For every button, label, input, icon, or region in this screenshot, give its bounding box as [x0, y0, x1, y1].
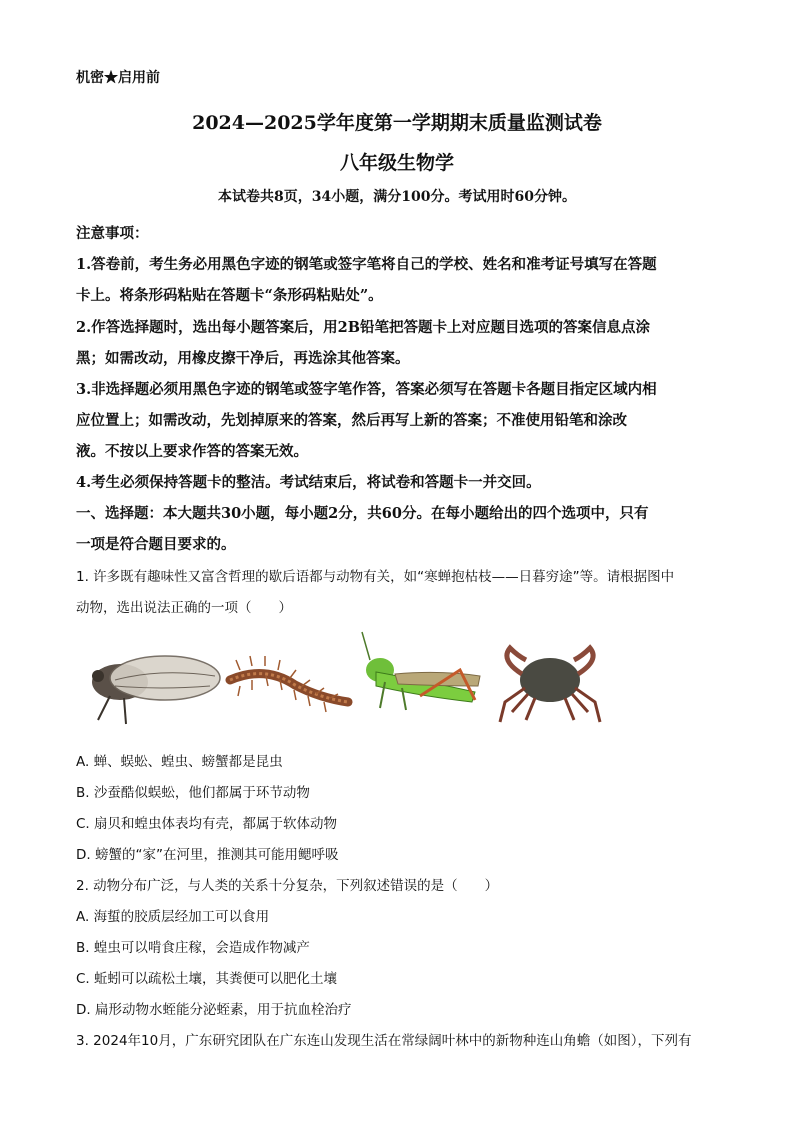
notice-line: 4.考生必须保持答题卡的整洁。考试结束后，将试卷和答题卡一并交回。: [76, 474, 541, 491]
exam-title: 2024—2025学年度第一学期期末质量监测试卷: [192, 112, 602, 134]
section-heading-cont: 一项是符合题目要求的。: [76, 536, 236, 553]
notice-heading: 注意事项：: [76, 225, 149, 242]
grasshopper-image: [362, 632, 480, 710]
notice-line: 黑；如需改动，用橡皮擦干净后，再选涂其他答案。: [76, 350, 410, 367]
question-1-option-c: C. 扇贝和蝗虫体表均有壳，都属于软体动物: [76, 816, 338, 832]
question-2-option-d: D. 扁形动物水蛭能分泌蛭素，用于抗血栓治疗: [76, 1002, 352, 1018]
notice-line: 3.非选择题必须用黑色字迹的钢笔或签字笔作答，答案必须写在答题卡各题目指定区域内相: [76, 381, 657, 398]
notice-line: 2.作答选择题时，选出每小题答案后，用2B铅笔把答题卡上对应题目选项的答案信息点涂: [76, 319, 650, 336]
crab-image: [500, 648, 600, 722]
notice-line: 应位置上；如需改动，先划掉原来的答案，然后再写上新的答案；不准使用铅笔和涂改: [76, 412, 627, 429]
exam-info: 本试卷共8页，34小题，满分100分。考试用时60分钟。: [218, 189, 576, 205]
question-1-option-b: B. 沙蚕酷似蜈蚣，他们都属于环节动物: [76, 785, 310, 801]
notice-line: 1.答卷前，考生务必用黑色字迹的钢笔或签字笔将自己的学校、姓名和准考证号填写在答题: [76, 256, 657, 273]
question-1-option-d: D. 螃蟹的“家”在河里，推测其可能用鳃呼吸: [76, 847, 339, 863]
centipede-image: [230, 656, 348, 712]
question-2-option-b: B. 蝗虫可以啃食庄稼，会造成作物减产: [76, 940, 310, 956]
question-1-option-a: A. 蝉、蜈蚣、蝗虫、螃蟹都是昆虫: [76, 754, 283, 770]
confidential-label: 机密★启用前: [76, 70, 160, 86]
question-2-option-c: C. 蚯蚓可以疏松土壤，其粪便可以肥化土壤: [76, 971, 338, 987]
question-2-stem: 2. 动物分布广泛，与人类的关系十分复杂，下列叙述错误的是（ ）: [76, 878, 499, 894]
question-3-stem: 3. 2024年10月，广东研究团队在广东连山发现生活在常绿阔叶林中的新物种连山角蟾（如图），下列有: [76, 1033, 692, 1049]
cicada-image: [92, 656, 220, 724]
section-heading: 一、选择题：本大题共30小题，每小题2分，共60分。在每小题给出的四个选项中，只有: [76, 505, 649, 522]
question-1-stem-cont: 动物，选出说法正确的一项（ ）: [76, 600, 292, 616]
notice-line: 卡上。将条形码粘贴在答题卡“条形码粘贴处”。: [76, 287, 383, 304]
notice-line: 液。不按以上要求作答的答案无效。: [76, 443, 308, 460]
exam-subtitle: 八年级生物学: [339, 152, 454, 174]
animal-images: [80, 630, 620, 730]
question-1-stem: 1. 许多既有趣味性又富含哲理的歇后语都与动物有关，如“寒蝉抱枯枝——日暮穷途”等。请根据图中: [76, 569, 675, 585]
question-2-option-a: A. 海蜇的胶质层经加工可以食用: [76, 909, 270, 925]
